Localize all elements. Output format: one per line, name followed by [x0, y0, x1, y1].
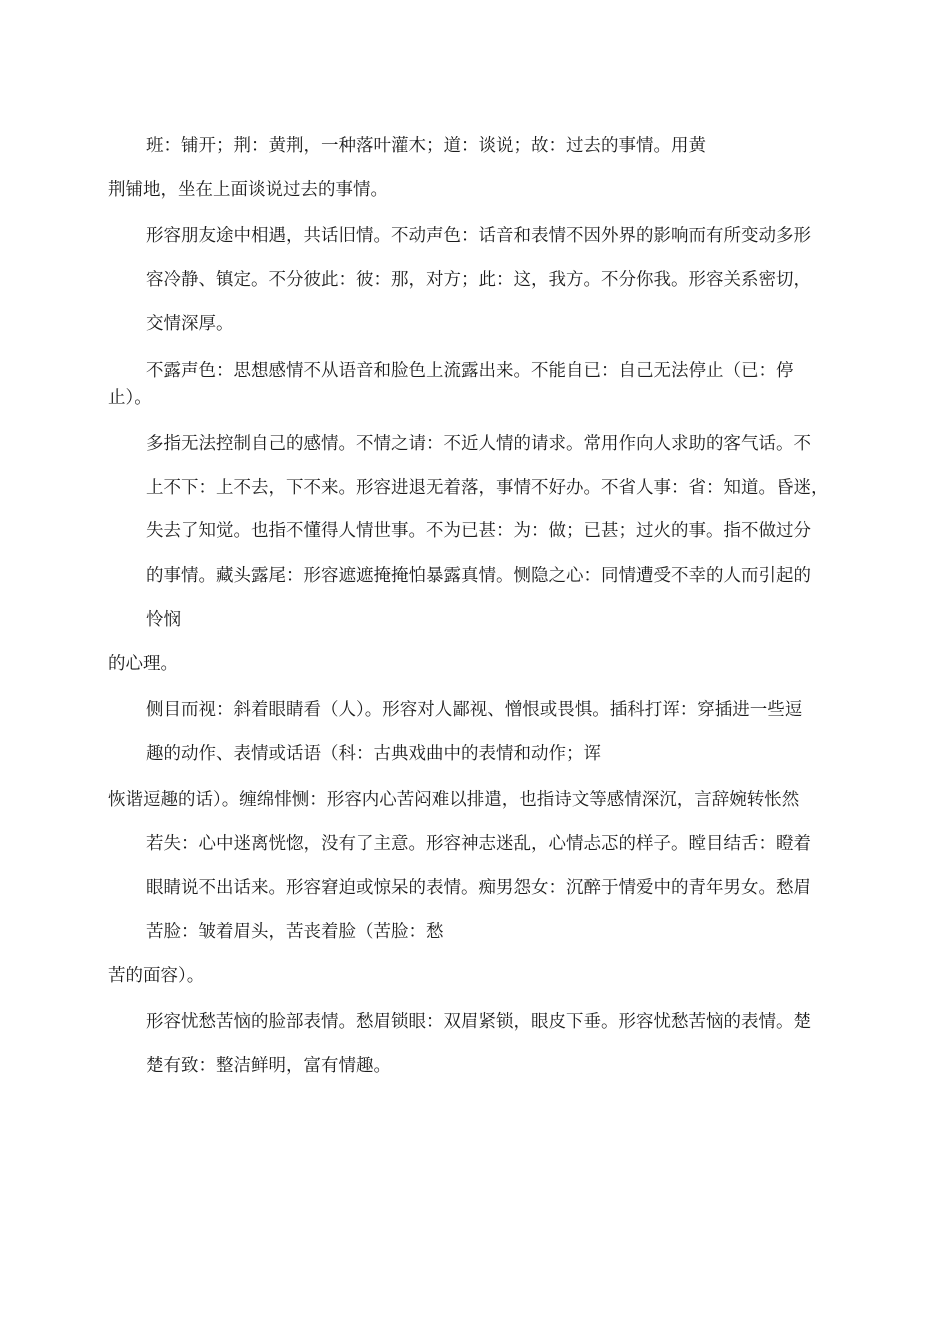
text-line: 交情深厚。 [146, 314, 234, 334]
text-line: 怜悯 [146, 610, 181, 630]
text-line: 趣的动作、表情或话语（科：古典戏曲中的表情和动作；诨 [146, 744, 601, 764]
text-line: 楚有致：整洁鲜明，富有情趣。 [146, 1056, 391, 1076]
text-line: 形容朋友途中相遇，共话旧情。不动声色：话音和表情不因外界的影响而有所变动多形 [146, 226, 811, 246]
text-line: 侧目而视：斜着眼睛看（人）。形容对人鄙视、憎恨或畏惧。插科打诨：穿插进一些逗 [146, 700, 803, 720]
text-line: 失去了知觉。也指不懂得人情世事。不为已甚：为：做；已甚；过火的事。指不做过分 [146, 521, 811, 541]
text-line: 眼睛说不出话来。形容窘迫或惊呆的表情。痴男怨女：沉醉于情爱中的青年男女。愁眉 [146, 878, 811, 898]
text-line: 苦脸：皱着眉头，苦丧着脸（苦脸：愁 [146, 922, 444, 942]
text-line: 上不下：上不去，下不来。形容进退无着落，事情不好办。不省人事：省：知道。昏迷， [146, 478, 829, 498]
text-line: 的事情。藏头露尾：形容遮遮掩掩怕暴露真情。恻隐之心：同情遭受不幸的人而引起的 [146, 566, 811, 586]
text-line: 止）。 [108, 388, 152, 408]
text-line: 苦的面容）。 [108, 966, 205, 986]
text-line: 若失：心中迷离恍惚，没有了主意。形容神志迷乱，心情忐忑的样子。瞠目结舌：瞪着 [146, 834, 811, 854]
text-line: 不露声色：思想感情不从语音和脸色上流露出来。不能自已：自己无法停止（已：停 [146, 361, 794, 381]
text-line: 的心理。 [108, 654, 178, 674]
text-line: 形容忧愁苦恼的脸部表情。愁眉锁眼：双眉紧锁，眼皮下垂。形容忧愁苦恼的表情。楚 [146, 1012, 811, 1032]
text-line: 容冷静、镇定。不分彼此：彼：那，对方；此：这，我方。不分你我。形容关系密切， [146, 270, 811, 290]
text-line: 班：铺开；荆：黄荆，一种落叶灌木；道：谈说；故：过去的事情。用黄 [146, 136, 706, 156]
text-line: 多指无法控制自己的感情。不情之请：不近人情的请求。常用作向人求助的客气话。不 [146, 434, 811, 454]
text-line: 恢谐逗趣的话）。缠绵悱恻：形容内心苦闷难以排遣，也指诗文等感情深沉，言辞婉转怅然 [108, 790, 800, 810]
text-line: 荆铺地，坐在上面谈说过去的事情。 [108, 180, 388, 200]
